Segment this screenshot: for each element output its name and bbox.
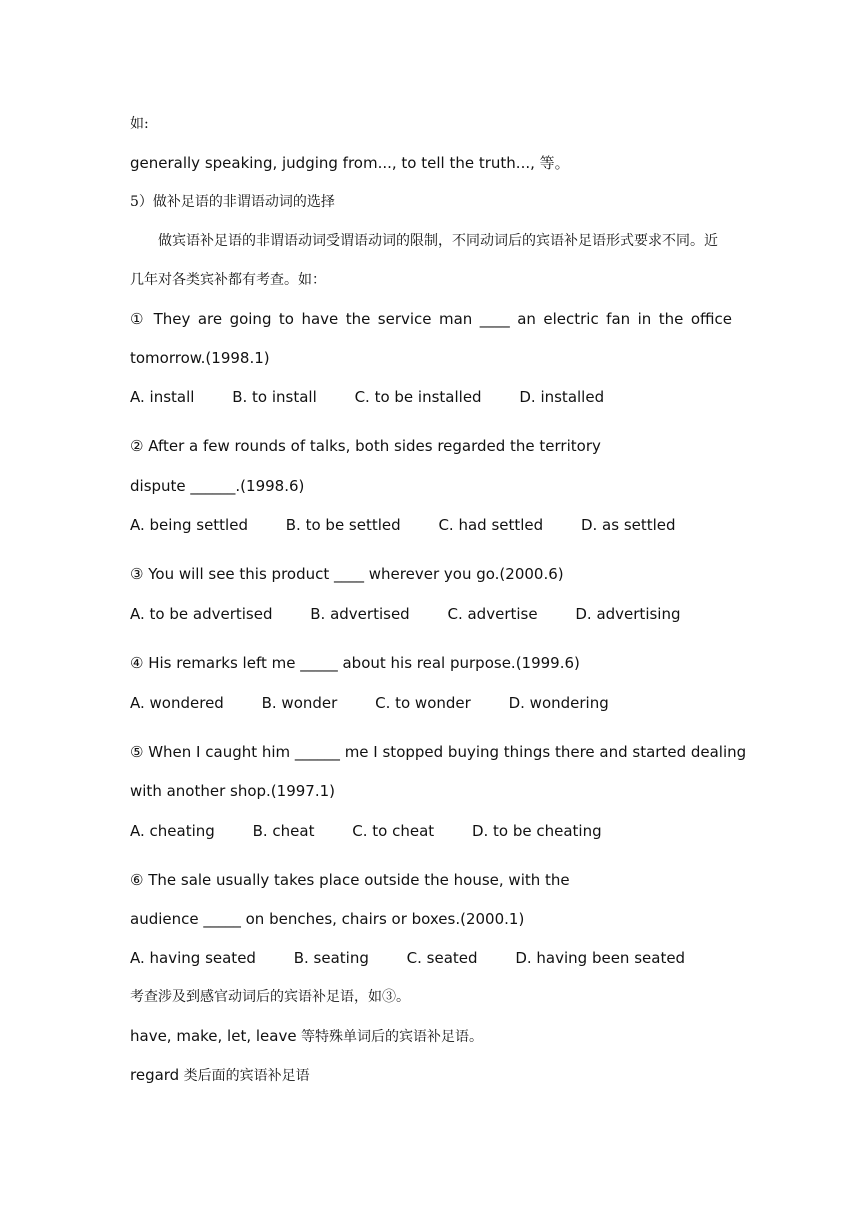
- option-d: D. installed: [519, 388, 605, 406]
- question-2-stem: ② After a few rounds of talks, both sides regarded the territory: [130, 437, 601, 455]
- intro-paragraph-line-2: 几年对各类宾补都有考查。如：: [130, 272, 326, 288]
- option-a: A. cheating: [130, 822, 215, 840]
- option-d: D. to be cheating: [471, 822, 602, 840]
- note-3: [130, 1065, 310, 1086]
- note-1: 考查涉及到感官动词后的宾语补足语，如③。: [130, 989, 410, 1005]
- option-a: A. install: [130, 388, 195, 406]
- option-b: B. seating: [293, 949, 369, 967]
- question-2-stem-cont: dispute ______.(1998.6): [130, 477, 305, 495]
- question-5-stem: ⑤ When I caught him ______ me I stopped buying things there and started dealing: [130, 743, 747, 761]
- option-c: C. to wonder: [375, 694, 471, 712]
- option-c: C. to be installed: [354, 388, 482, 406]
- option-c: C. seated: [406, 949, 478, 967]
- question-4-stem: ④ His remarks left me _____ about his real purpose.(1999.6): [130, 654, 580, 672]
- option-d: D. having been seated: [515, 949, 686, 967]
- question-5-stem-cont: with another shop.(1997.1): [130, 782, 335, 800]
- option-d: D. advertising: [575, 605, 681, 623]
- intro-examples: generally speaking, judging from..., to tell the truth..., 等。: [130, 154, 570, 172]
- question-6-stem: ⑥ The sale usually takes place outside the house, with the: [130, 871, 570, 889]
- option-d: D. wondering: [508, 694, 609, 712]
- intro-paragraph-line-1: 做宾语补足语的非谓语动词受谓语动词的限制，不同动词后的宾语补足语形式要求不同。近: [158, 233, 718, 249]
- question-5-options: [130, 821, 602, 841]
- option-a: A. wondered: [130, 694, 224, 712]
- option-a: A. being settled: [130, 516, 248, 534]
- option-b: B. cheat: [252, 822, 315, 840]
- option-b: B. to be settled: [285, 516, 401, 534]
- note-2: [130, 1026, 483, 1047]
- question-1-stem: ① They are going to have the service man ____ an electric fan in the office: [130, 310, 732, 328]
- note-3-term: regard: [130, 1066, 180, 1084]
- option-c: C. advertise: [447, 605, 538, 623]
- question-3-stem: ③ You will see this product ____ wherever you go.(2000.6): [130, 565, 564, 583]
- option-b: B. wonder: [261, 694, 338, 712]
- question-4-options: [130, 693, 609, 713]
- option-c: C. to cheat: [352, 822, 435, 840]
- note-2-terms: have, make, let, leave: [130, 1027, 297, 1045]
- question-2-options: [130, 515, 676, 535]
- note-2-text: 等特殊单词后的宾语补足语。: [296, 1029, 484, 1045]
- question-1-stem-cont: tomorrow.(1998.1): [130, 349, 270, 367]
- option-c: C. had settled: [438, 516, 544, 534]
- question-3-options: [130, 604, 681, 624]
- option-d: D. as settled: [580, 516, 676, 534]
- option-b: B. advertised: [310, 605, 410, 623]
- section-heading: 5）做补足语的非谓语动词的选择: [130, 194, 335, 210]
- question-6-options: [130, 948, 685, 968]
- option-b: B. to install: [232, 388, 317, 406]
- question-1-options: [130, 387, 604, 407]
- note-3-text: 类后面的宾语补足语: [179, 1068, 310, 1084]
- option-a: A. to be advertised: [130, 605, 273, 623]
- question-6-stem-cont: audience _____ on benches, chairs or boxes.(2000.1): [130, 910, 525, 928]
- intro-label: 如:: [130, 116, 149, 132]
- option-a: A. having seated: [130, 949, 256, 967]
